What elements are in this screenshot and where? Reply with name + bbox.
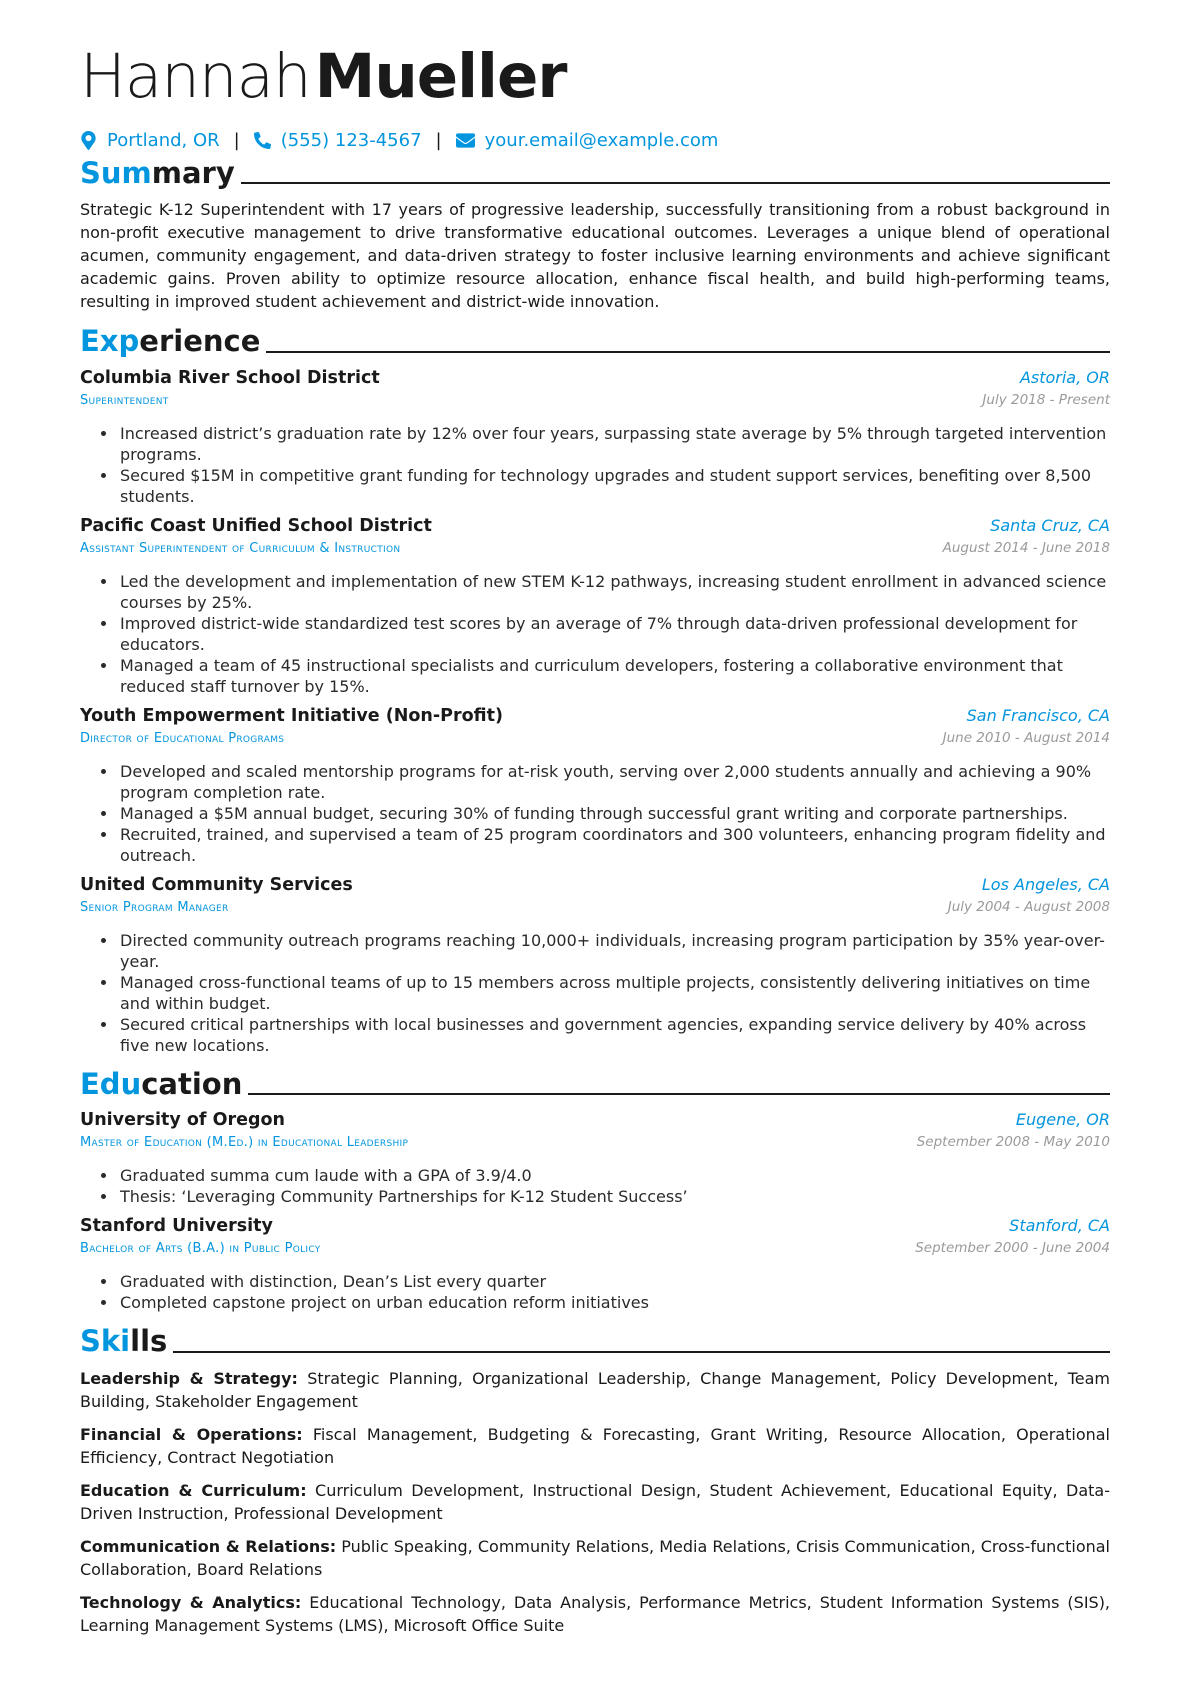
achievement-item: • Managed cross-functional teams of up to 15 members across multiple projects, consistently delivering initiatives on time and within budget.	[118, 972, 1110, 1014]
skills-section-header	[80, 1325, 1110, 1358]
achievement-list	[80, 761, 1110, 866]
skill-items: Fiscal Management, Budgeting & Forecasting, Grant Writing, Resource Allocation, Operational Efficiency, Contract Negotiation	[80, 1424, 1110, 1467]
entry-header-row	[80, 513, 1110, 539]
entry-location: San Francisco, CA	[966, 705, 1110, 725]
entry-header-row	[80, 1213, 1110, 1239]
section-title-rest: mary	[151, 156, 235, 191]
education-section-header	[80, 1068, 1110, 1101]
section-divider	[173, 1351, 1110, 1353]
entry-dates: July 2004 - August 2008	[947, 898, 1110, 915]
entry-header-row	[80, 872, 1110, 898]
experience-entry	[80, 703, 1110, 866]
organization-name: Stanford University	[80, 1216, 273, 1237]
skill-items: Curriculum Development, Instructional Design, Student Achievement, Educational Equity, Data-Driven Instruction, Professional Development	[80, 1480, 1110, 1523]
envelope-icon	[456, 131, 475, 150]
organization-name: Youth Empowerment Initiative (Non-Profit)	[80, 705, 503, 726]
skill-items: Strategic Planning, Organizational Leadership, Change Management, Policy Development, Team Building, Stakeholder Engagement	[80, 1368, 1111, 1411]
section-title-accent: Exp	[80, 324, 140, 359]
achievement-item: • Recruited, trained, and supervised a team of 25 program coordinators and 300 volunteers, enhancing program fidelity and outreach.	[118, 824, 1110, 866]
achievement-item: • Directed community outreach programs reaching 10,000+ individuals, increasing program participation by 35% year-over-year.	[118, 930, 1110, 972]
section-divider	[266, 351, 1110, 353]
achievement-item: • Led the development and implementation of new STEM K-12 pathways, increasing student enrollment in advanced science courses by 25%.	[118, 571, 1110, 613]
section-title-accent: Sum	[80, 156, 152, 191]
achievement-item: • Developed and scaled mentorship programs for at-risk youth, serving over 2,000 students annually and achieving a 90% program completion rate.	[118, 761, 1110, 803]
entry-dates: August 2014 - June 2018	[942, 539, 1110, 556]
phone-icon	[254, 131, 271, 150]
skill-category: Technology & Analytics:	[80, 1592, 302, 1612]
achievement-item: • Graduated summa cum laude with a GPA of 3.9/4.0	[118, 1165, 1110, 1186]
position-title: Assistant Superintendent of Curriculum & Instruction	[80, 540, 401, 556]
section-title-skills	[80, 1325, 167, 1358]
entry-subheader-row	[80, 1133, 1110, 1153]
entry-dates: September 2000 - June 2004	[915, 1240, 1110, 1257]
entry-header-row	[80, 1107, 1110, 1133]
achievement-item: • Increased district’s graduation rate by 12% over four years, surpassing state average by 5% through targeted intervention programs.	[118, 423, 1110, 465]
entry-dates: June 2010 - August 2014	[942, 729, 1110, 746]
section-title-rest: lls	[130, 1324, 168, 1359]
contact-separator: |	[435, 130, 442, 152]
entry-header-row	[80, 703, 1110, 729]
entry-subheader-row	[80, 729, 1110, 749]
skill-category: Education & Curriculum:	[80, 1480, 307, 1500]
contact-separator: |	[233, 130, 240, 152]
achievement-item: • Secured $15M in competitive grant funding for technology upgrades and student support services, benefiting over 8,500 students.	[118, 465, 1110, 507]
section-title-education	[80, 1068, 242, 1101]
section-title-rest: erience	[139, 324, 261, 359]
skill-row	[80, 1591, 1110, 1637]
achievement-item: • Graduated with distinction, Dean’s List every quarter	[118, 1271, 1110, 1292]
achievement-item: • Improved district-wide standardized test scores by an average of 7% through data-driven professional development for educators.	[118, 613, 1110, 655]
achievement-list	[80, 423, 1110, 507]
skill-category: Communication & Relations:	[80, 1536, 337, 1556]
organization-name: Columbia River School District	[80, 367, 380, 388]
contact-email[interactable]	[456, 130, 719, 151]
last-name: Mueller	[314, 41, 567, 112]
organization-name: United Community Services	[80, 874, 353, 895]
contact-bar	[80, 130, 1110, 151]
achievement-item: • Secured critical partnerships with local businesses and government agencies, expanding service delivery by 40% across five new locations.	[118, 1014, 1110, 1056]
section-title-accent: Edu	[80, 1066, 142, 1101]
entry-header-row	[80, 365, 1110, 391]
position-title: Master of Education (M.Ed.) in Educational Leadership	[80, 1135, 409, 1151]
experience-entry	[80, 365, 1110, 507]
position-title: Bachelor of Arts (B.A.) in Public Policy	[80, 1241, 321, 1257]
entry-subheader-row	[80, 898, 1110, 918]
summary-section-header	[80, 157, 1110, 190]
contact-location	[80, 130, 220, 151]
first-name: Hannah	[80, 41, 311, 112]
achievement-item: • Thesis: ‘Leveraging Community Partnerships for K-12 Student Success’	[118, 1186, 1110, 1207]
section-title-rest: cation	[141, 1066, 243, 1101]
entry-subheader-row	[80, 539, 1110, 559]
skill-row	[80, 1479, 1110, 1525]
entry-subheader-row	[80, 391, 1110, 411]
candidate-name	[80, 42, 1110, 112]
skill-category: Leadership & Strategy:	[80, 1368, 298, 1388]
map-marker-icon	[80, 131, 97, 150]
experience-section-header	[80, 325, 1110, 358]
skill-row	[80, 1367, 1110, 1413]
education-entry	[80, 1213, 1110, 1313]
achievement-list	[80, 930, 1110, 1056]
skill-items: Educational Technology, Data Analysis, Performance Metrics, Student Information Systems (SIS), Learning Management Systems (LMS), Microsoft Office Suite	[80, 1592, 1111, 1635]
email-link: your.email@example.com	[484, 130, 719, 152]
education-list	[80, 1107, 1110, 1313]
entry-location: Eugene, OR	[1015, 1110, 1110, 1130]
organization-name: University of Oregon	[80, 1110, 285, 1131]
education-entry	[80, 1107, 1110, 1207]
entry-location: Astoria, OR	[1019, 367, 1110, 387]
position-title: Superintendent	[80, 392, 169, 408]
summary-text: Strategic K-12 Superintendent with 17 years of progressive leadership, successfully transitioning from a robust background in non-profit executive management to drive transformative educational outcomes. Leverages a unique blend of operational acumen, community engagement, and data-driven strategy to foster inclusive learning environments and achieve significant academic gains. Proven ability to optimize resource allocation, enhance fiscal health, and build high-performing teams, resulting in improved student achievement and district-wide innovation.	[80, 200, 1110, 312]
section-title-accent: Ski	[80, 1324, 131, 1359]
achievement-list	[80, 1165, 1110, 1207]
skill-items: Public Speaking, Community Relations, Media Relations, Crisis Communication, Cross-functional Collaboration, Board Relations	[80, 1536, 1111, 1579]
location-text: Portland, OR	[107, 130, 220, 152]
achievement-item: • Managed a team of 45 instructional specialists and curriculum developers, fostering a collaborative environment that reduced staff turnover by 15%.	[118, 655, 1110, 697]
section-title-experience	[80, 325, 260, 358]
achievement-item: • Managed a $5M annual budget, securing 30% of funding through successful grant writing and corporate partnerships.	[118, 803, 1110, 824]
organization-name: Pacific Coast Unified School District	[80, 515, 432, 536]
achievement-list	[80, 1271, 1110, 1313]
section-divider	[248, 1093, 1110, 1095]
experience-entry	[80, 872, 1110, 1056]
achievement-list	[80, 571, 1110, 697]
entry-dates: September 2008 - May 2010	[916, 1134, 1110, 1151]
entry-location: Los Angeles, CA	[981, 874, 1110, 894]
entry-subheader-row	[80, 1239, 1110, 1259]
entry-location: Stanford, CA	[1009, 1216, 1110, 1236]
skill-row	[80, 1423, 1110, 1469]
phone-text: (555) 123-4567	[280, 130, 422, 152]
section-divider	[241, 182, 1110, 184]
achievement-item: • Completed capstone project on urban education reform initiatives	[118, 1292, 1110, 1313]
section-title-summary	[80, 157, 235, 190]
position-title: Director of Educational Programs	[80, 730, 285, 746]
position-title: Senior Program Manager	[80, 899, 229, 915]
entry-dates: July 2018 - Present	[982, 391, 1110, 408]
contact-phone[interactable]	[254, 130, 422, 151]
experience-entry	[80, 513, 1110, 697]
experience-list	[80, 365, 1110, 1056]
skill-category: Financial & Operations:	[80, 1424, 303, 1444]
skill-row	[80, 1535, 1110, 1581]
skills-list	[80, 1367, 1110, 1637]
entry-location: Santa Cruz, CA	[990, 515, 1110, 535]
